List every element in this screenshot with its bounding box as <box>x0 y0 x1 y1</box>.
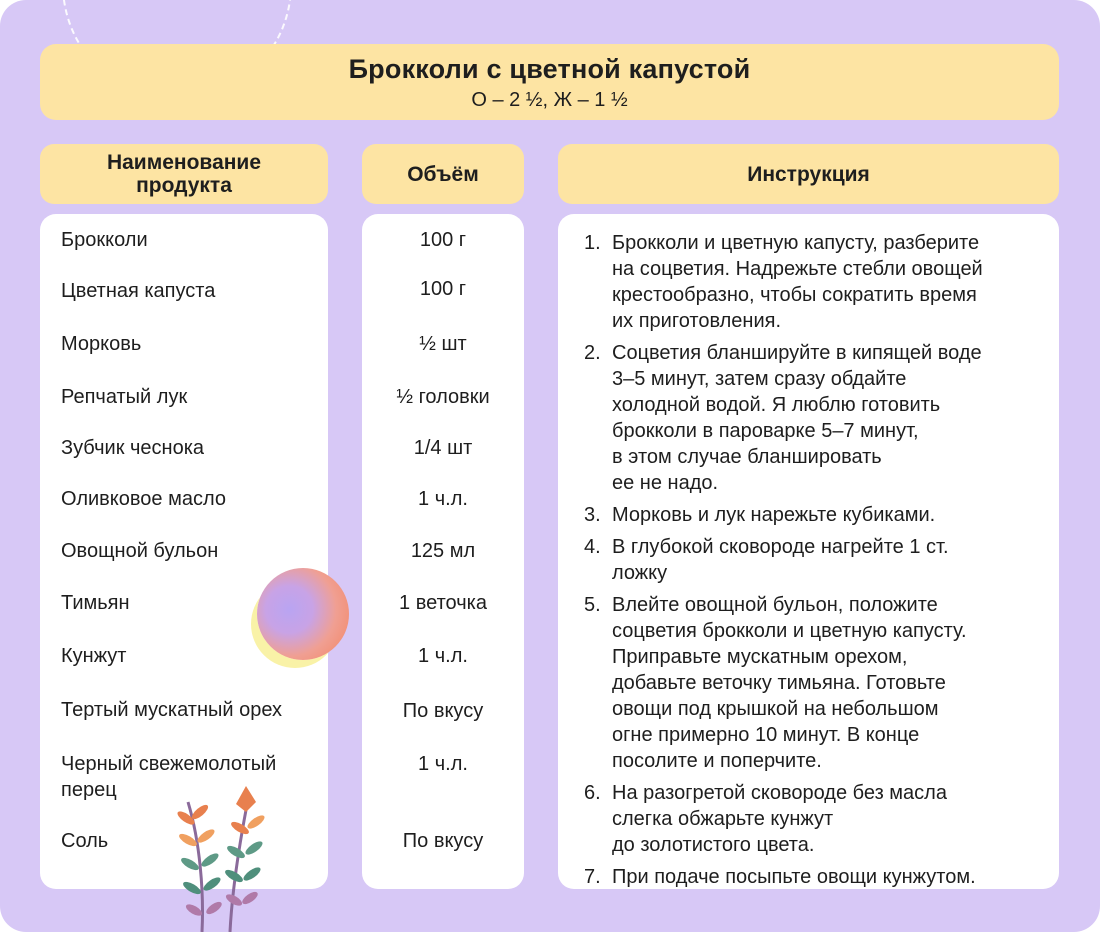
step-text: На разогретой сковороде без масла слегка обжарьте кунжут до золотистого цвета. <box>612 782 947 856</box>
header-volume <box>362 144 524 204</box>
step-number: 7. <box>584 866 601 888</box>
instruction-step <box>584 230 1054 334</box>
step-number: 3. <box>584 504 601 526</box>
ingredient-amount: 125 мл <box>410 540 476 562</box>
ingredient-amount: 1 веточка <box>399 592 487 614</box>
instruction-steps <box>584 230 1054 896</box>
step-number: 5. <box>584 594 601 616</box>
ingredient-volumes-panel <box>362 214 524 889</box>
ingredient-name: Кунжут <box>61 645 127 667</box>
ingredient-name: Тертый мускатный орех <box>61 699 283 721</box>
ingredient-name: Зубчик чеснока <box>61 437 205 459</box>
instruction-step <box>584 864 1054 890</box>
ingredient-name: Овощной бульон <box>61 540 219 562</box>
step-text: При подаче посыпьте овощи кунжутом. <box>612 866 976 888</box>
ingredient-amount: 1 ч.л. <box>418 645 468 667</box>
ingredient-amount: 1/4 шт <box>413 437 473 459</box>
header-instruction-label: Инструкция <box>747 162 870 186</box>
instruction-step <box>584 534 1054 586</box>
ingredient-name: Черный свежемолотый перец <box>61 753 277 801</box>
step-text: Соцветия бланшируйте в кипящей воде 3–5 минут, затем сразу обдайте холодной водой. Я люблю готовить брокколи в пароварке 5–7 минут, в этом случае бланшировать ее не надо. <box>612 342 982 494</box>
step-number: 1. <box>584 232 601 254</box>
instruction-step <box>584 340 1054 496</box>
ingredient-name: Оливковое масло <box>61 488 226 510</box>
instruction-step <box>584 592 1054 774</box>
ingredient-amount: 100 г <box>419 229 467 251</box>
ingredient-name: Цветная капуста <box>61 280 216 302</box>
step-number: 2. <box>584 342 601 364</box>
step-number: 4. <box>584 536 601 558</box>
title-box <box>40 44 1059 120</box>
recipe-title: Брокколи с цветной капустой <box>348 54 751 84</box>
header-instruction <box>558 144 1059 204</box>
ingredient-amount: ½ головки <box>396 386 490 408</box>
instructions-panel <box>558 214 1059 889</box>
step-text: Морковь и лук нарежьте кубиками. <box>612 504 936 526</box>
step-text: В глубокой сковороде нагрейте 1 ст. ложку <box>612 536 949 584</box>
step-text: Брокколи и цветную капусту, разберите на соцветия. Надрежьте стебли овощей крестообразно, чтобы сократить время их приготовления. <box>612 232 983 332</box>
step-text: Влейте овощной бульон, положите соцветия брокколи и цветную капусту. Приправьте мускатным орехом, добавьте веточку тимьяна. Готовьте овощи под крышкой на небольшом огне примерно 10 минут. В конце посолите и поперчите. <box>612 594 967 772</box>
recipe-subtitle: О – 2 ½, Ж – 1 ½ <box>471 89 628 111</box>
ingredient-name: Тимьян <box>61 592 130 614</box>
header-name-label: Наименование продукта <box>106 151 262 197</box>
ingredient-name: Брокколи <box>61 229 148 251</box>
ingredient-name: Соль <box>61 830 109 852</box>
ingredient-name: Морковь <box>61 333 142 355</box>
ingredient-amount: 1 ч.л. <box>418 488 468 510</box>
ingredient-name: Репчатый лук <box>61 386 188 408</box>
gradient-circle-decoration <box>257 568 349 660</box>
step-number: 6. <box>584 782 601 804</box>
ingredient-amount: 1 ч.л. <box>418 753 468 775</box>
ingredient-amount: По вкусу <box>402 700 484 722</box>
header-name <box>40 144 328 204</box>
herb-sprig-icon <box>160 782 290 932</box>
header-volume-label: Объём <box>407 162 479 186</box>
ingredient-amount: По вкусу <box>402 830 484 852</box>
instruction-step <box>584 502 1054 528</box>
ingredient-amount: 100 г <box>419 278 467 300</box>
ingredient-amount: ½ шт <box>419 333 467 355</box>
instruction-step <box>584 780 1054 858</box>
